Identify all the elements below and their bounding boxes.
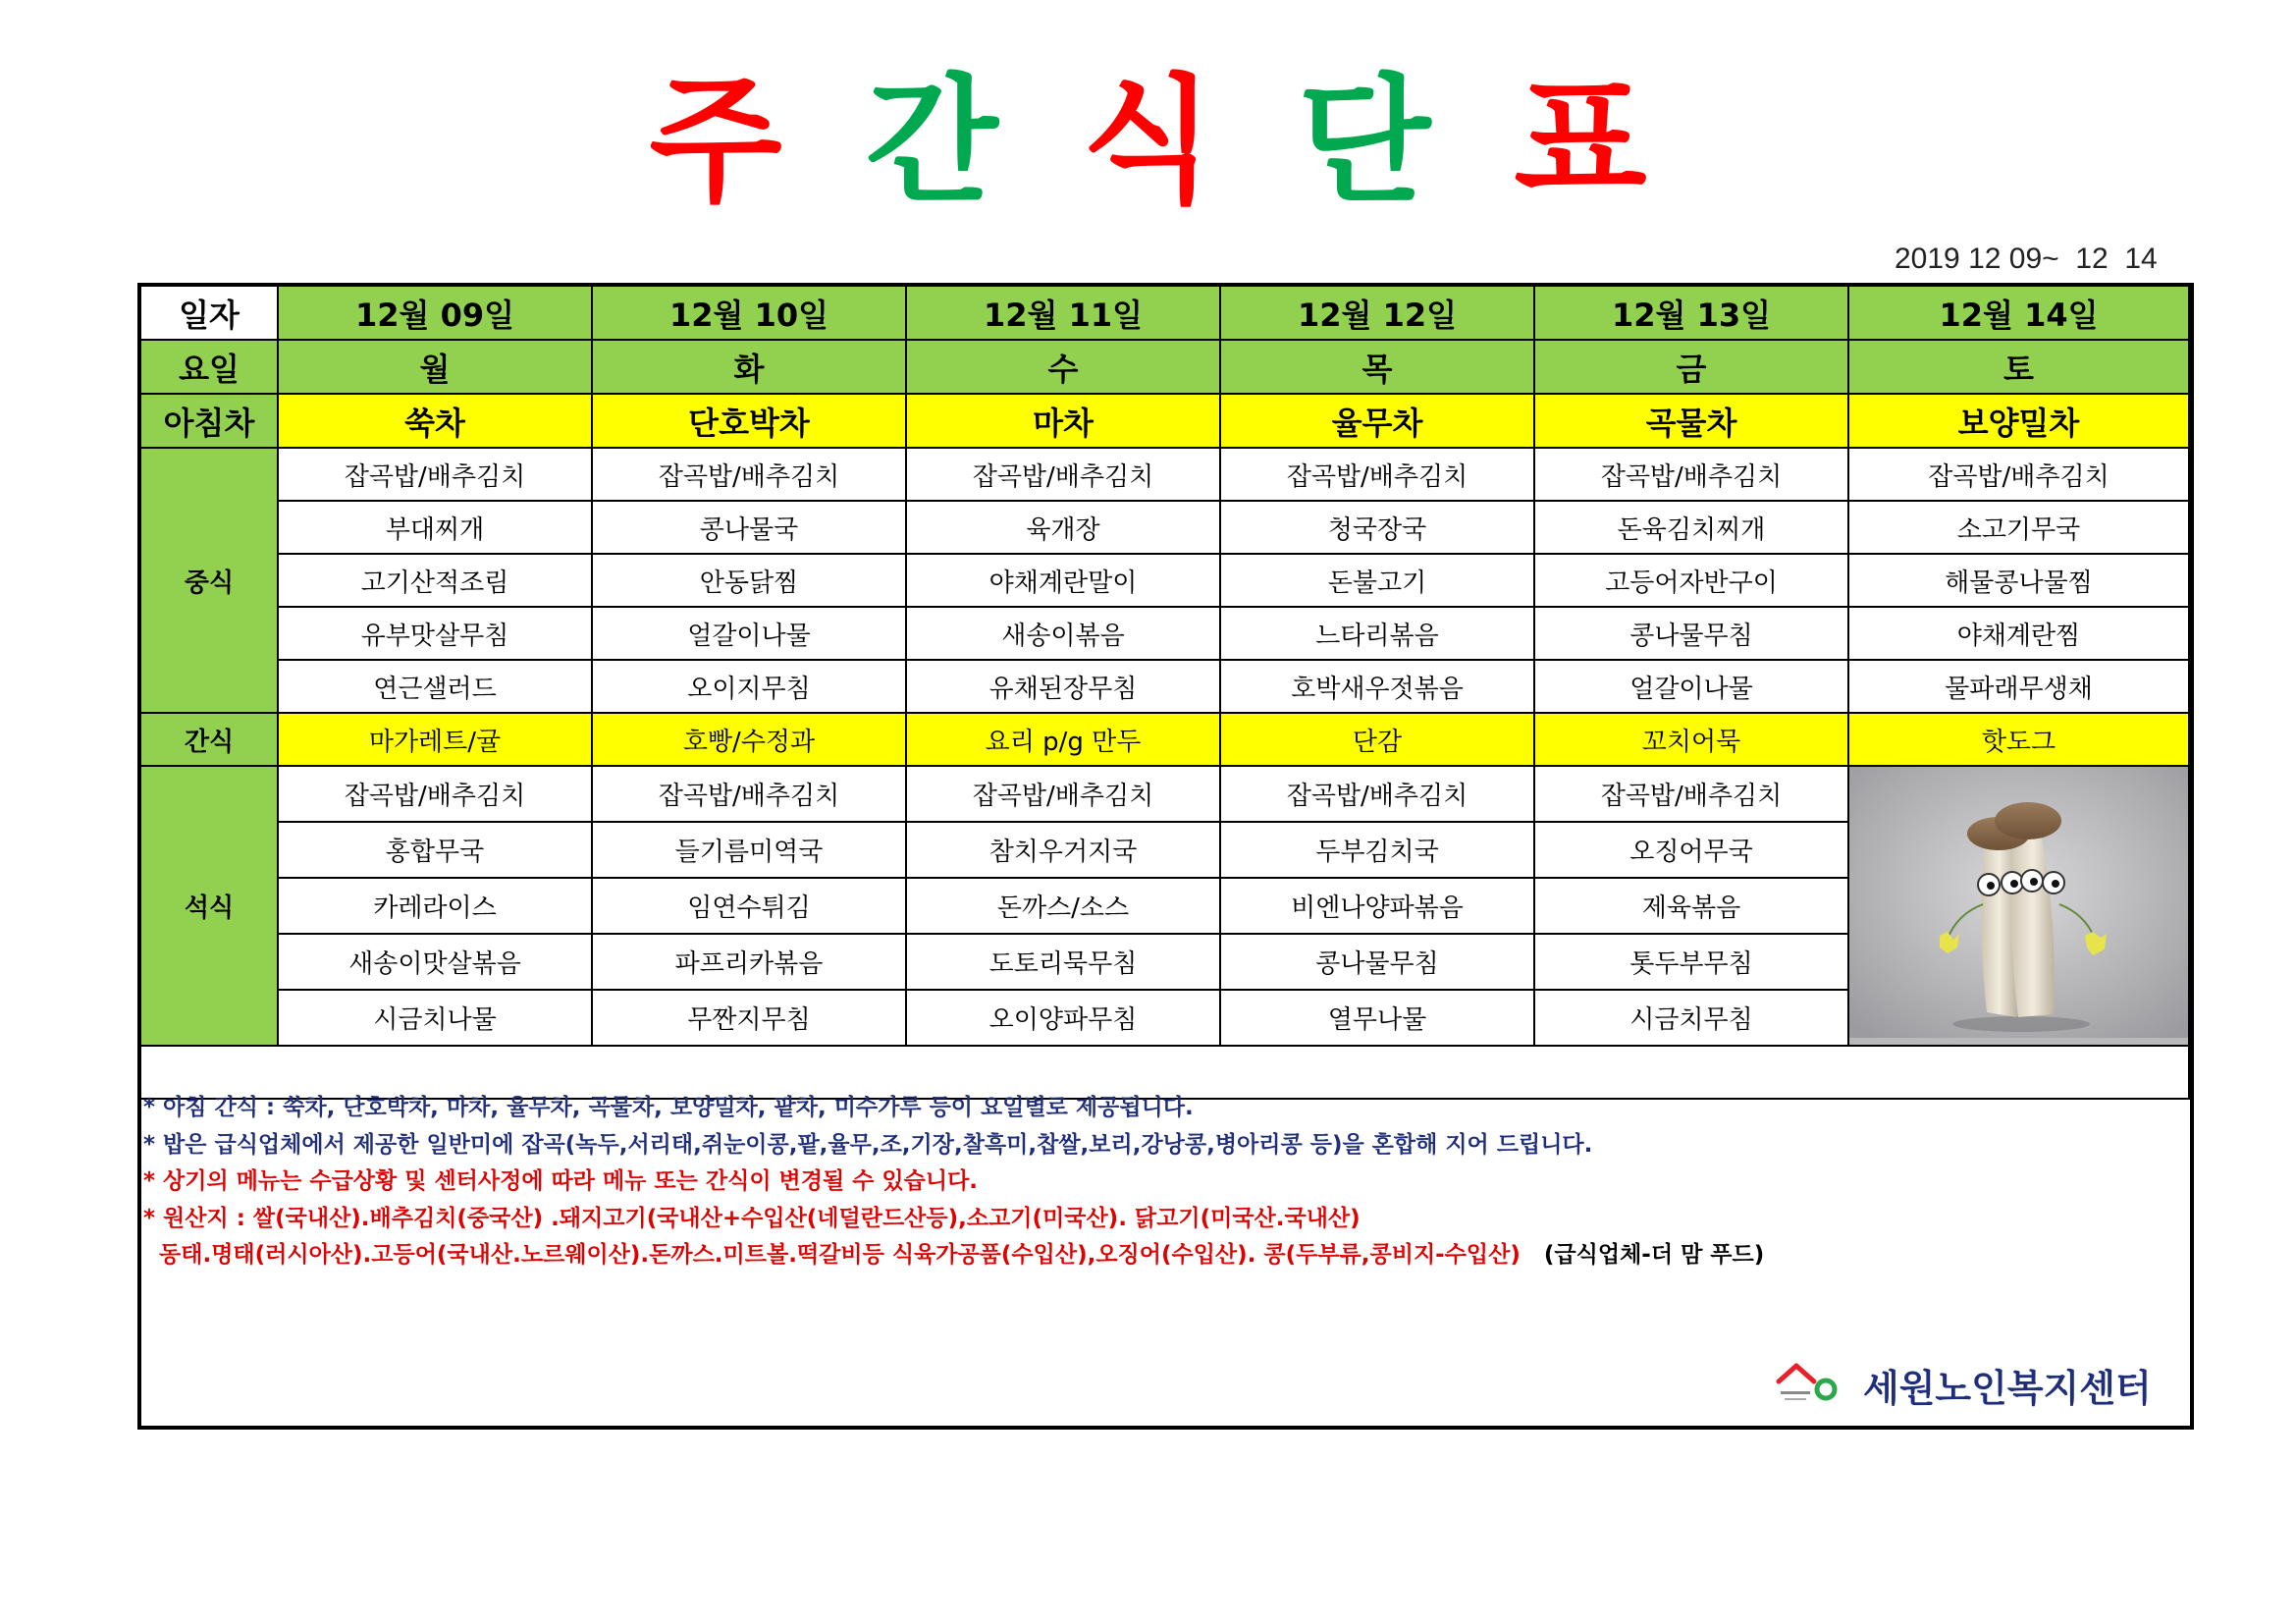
day-cell: 수 [906, 340, 1220, 394]
note-origin-1: * 원산지 : 쌀(국내산).배추김치(중국산) .돼지고기(국내산+수입산(네덜란드산등),소고기(미국산). 닭고기(미국산.국내산) [143, 1205, 1361, 1231]
dinner-cell: 임연수튀김 [592, 878, 906, 934]
dinner-cell: 참치우거지국 [906, 822, 1220, 878]
dinner-cell: 파프리카볶음 [592, 934, 906, 990]
date-cell: 12월 11일 [906, 286, 1220, 340]
label-date: 일자 [140, 286, 278, 340]
dinner-cell: 들기름미역국 [592, 822, 906, 878]
label-morning-tea: 아침차 [140, 394, 278, 448]
date-cell: 12월 14일 [1848, 286, 2189, 340]
table-row [140, 713, 2189, 766]
lunch-cell: 오이지무침 [592, 660, 906, 713]
table-row [140, 340, 2189, 394]
dinner-cell: 톳두부무침 [1534, 934, 1848, 990]
morning-tea-cell: 쑥차 [278, 394, 592, 448]
title-char: 표 [1514, 62, 1647, 222]
note-rice: * 밥은 급식업체에서 제공한 일반미에 잡곡(녹두,서리태,쥐눈이콩,팥,율무,조,기장,찰흑미,찹쌀,보리,강낭콩,병아리콩 등)을 혼합해 지어 드립니다. [143, 1131, 1593, 1158]
dinner-cell: 콩나물무침 [1220, 934, 1534, 990]
lunch-cell: 청국장국 [1220, 501, 1534, 554]
dinner-cell: 카레라이스 [278, 878, 592, 934]
table-row [140, 286, 2189, 340]
lunch-cell: 육개장 [906, 501, 1220, 554]
dinner-cell: 오이양파무침 [906, 990, 1220, 1046]
notes-section [143, 1090, 2185, 1274]
morning-tea-cell: 단호박차 [592, 394, 906, 448]
lunch-cell: 소고기무국 [1848, 501, 2189, 554]
lunch-cell: 잡곡밥/배추김치 [1220, 448, 1534, 501]
lunch-cell: 잡곡밥/배추김치 [1848, 448, 2189, 501]
lunch-cell: 콩나물무침 [1534, 607, 1848, 660]
dinner-cell: 홍합무국 [278, 822, 592, 878]
house-logo-icon [1775, 1362, 1843, 1407]
dinner-cell: 오징어무국 [1534, 822, 1848, 878]
date-cell: 12월 13일 [1534, 286, 1848, 340]
title-char: 간 [865, 62, 998, 222]
lunch-cell: 잡곡밥/배추김치 [592, 448, 906, 501]
dinner-cell: 잡곡밥/배추김치 [592, 766, 906, 822]
day-cell: 목 [1220, 340, 1534, 394]
snack-cell: 호빵/수정과 [592, 713, 906, 766]
snack-cell: 핫도그 [1848, 713, 2189, 766]
day-cell: 금 [1534, 340, 1848, 394]
day-cell: 화 [592, 340, 906, 394]
snack-cell: 마가레트/귤 [278, 713, 592, 766]
table-row [140, 554, 2189, 607]
label-lunch: 중식 [140, 448, 278, 713]
date-cell: 12월 10일 [592, 286, 906, 340]
page-title [0, 62, 2296, 222]
title-char: 단 [1298, 62, 1431, 222]
dinner-cell: 두부김치국 [1220, 822, 1534, 878]
lunch-cell: 느타리볶음 [1220, 607, 1534, 660]
lunch-cell: 유부맛살무침 [278, 607, 592, 660]
lunch-cell: 유채된장무침 [906, 660, 1220, 713]
lunch-cell: 물파래무생채 [1848, 660, 2189, 713]
lunch-cell: 연근샐러드 [278, 660, 592, 713]
date-cell: 12월 09일 [278, 286, 592, 340]
dinner-cell: 제육볶음 [1534, 878, 1848, 934]
table-row [140, 766, 2189, 822]
snack-cell: 요리 p/g 만두 [906, 713, 1220, 766]
dinner-cell: 돈까스/소스 [906, 878, 1220, 934]
center-logo [1775, 1360, 2187, 1409]
mushroom-character-icon [1849, 767, 2189, 1038]
lunch-cell: 고기산적조림 [278, 554, 592, 607]
weekly-menu-table [139, 285, 2190, 1100]
period-range: 2019 12 09~ 12 14 [1895, 243, 2158, 275]
label-day: 요일 [140, 340, 278, 394]
day-cell: 월 [278, 340, 592, 394]
lunch-cell: 야채계란말이 [906, 554, 1220, 607]
center-name: 세원노인복지센터 [1863, 1366, 2152, 1410]
lunch-cell: 야채계란찜 [1848, 607, 2189, 660]
label-snack: 간식 [140, 713, 278, 766]
dinner-cell: 잡곡밥/배추김치 [906, 766, 1220, 822]
lunch-cell: 얼갈이나물 [592, 607, 906, 660]
note-origin-2: 동태.명태(러시아산).고등어(국내산.노르웨이산).돈까스.미트볼.떡갈비등 식육가공품(수입산),오징어(수입산). 콩(두부류,콩비지-수입산) (급식업체-더 맘 푸드) [143, 1242, 1765, 1268]
lunch-cell: 잡곡밥/배추김치 [278, 448, 592, 501]
dinner-cell: 열무나물 [1220, 990, 1534, 1046]
dinner-cell: 도토리묵무침 [906, 934, 1220, 990]
lunch-cell: 해물콩나물찜 [1848, 554, 2189, 607]
lunch-cell: 콩나물국 [592, 501, 906, 554]
dinner-cell: 시금치나물 [278, 990, 592, 1046]
dinner-cell: 무짠지무침 [592, 990, 906, 1046]
note-morning-snack: * 아침 간식 : 쑥차, 단호박차, 마차, 율무차, 곡물차, 보양밀차, 팥차, 미수가루 등이 요일별로 제공됩니다. [143, 1095, 1194, 1120]
day-cell: 토 [1848, 340, 2189, 394]
dinner-cell: 새송이맛살볶음 [278, 934, 592, 990]
morning-tea-cell: 율무차 [1220, 394, 1534, 448]
snack-cell: 꼬치어묵 [1534, 713, 1848, 766]
note-menu-change: * 상기의 메뉴는 수급상황 및 센터사정에 따라 메뉴 또는 간식이 변경될 수 있습니다. [143, 1168, 979, 1194]
lunch-cell: 돈육김치찌개 [1534, 501, 1848, 554]
date-cell: 12월 12일 [1220, 286, 1534, 340]
dinner-cell: 잡곡밥/배추김치 [1534, 766, 1848, 822]
dinner-cell: 비엔나양파볶음 [1220, 878, 1534, 934]
table-row [140, 394, 2189, 448]
lunch-cell: 돈불고기 [1220, 554, 1534, 607]
lunch-cell: 호박새우젓볶음 [1220, 660, 1534, 713]
lunch-cell: 새송이볶음 [906, 607, 1220, 660]
mushroom-illustration [1848, 766, 2189, 1046]
table-row [140, 660, 2189, 713]
label-dinner: 석식 [140, 766, 278, 1046]
lunch-cell: 고등어자반구이 [1534, 554, 1848, 607]
morning-tea-cell: 마차 [906, 394, 1220, 448]
table-row [140, 607, 2189, 660]
morning-tea-cell: 곡물차 [1534, 394, 1848, 448]
title-char: 식 [1081, 62, 1215, 222]
morning-tea-cell: 보양밀차 [1848, 394, 2189, 448]
dinner-cell: 시금치무침 [1534, 990, 1848, 1046]
table-row [140, 448, 2189, 501]
snack-cell: 단감 [1220, 713, 1534, 766]
lunch-cell: 부대찌개 [278, 501, 592, 554]
dinner-cell: 잡곡밥/배추김치 [278, 766, 592, 822]
lunch-cell: 얼갈이나물 [1534, 660, 1848, 713]
table-row [140, 501, 2189, 554]
lunch-cell: 잡곡밥/배추김치 [906, 448, 1220, 501]
dinner-cell: 잡곡밥/배추김치 [1220, 766, 1534, 822]
title-char: 주 [649, 62, 782, 222]
lunch-cell: 안동닭찜 [592, 554, 906, 607]
lunch-cell: 잡곡밥/배추김치 [1534, 448, 1848, 501]
